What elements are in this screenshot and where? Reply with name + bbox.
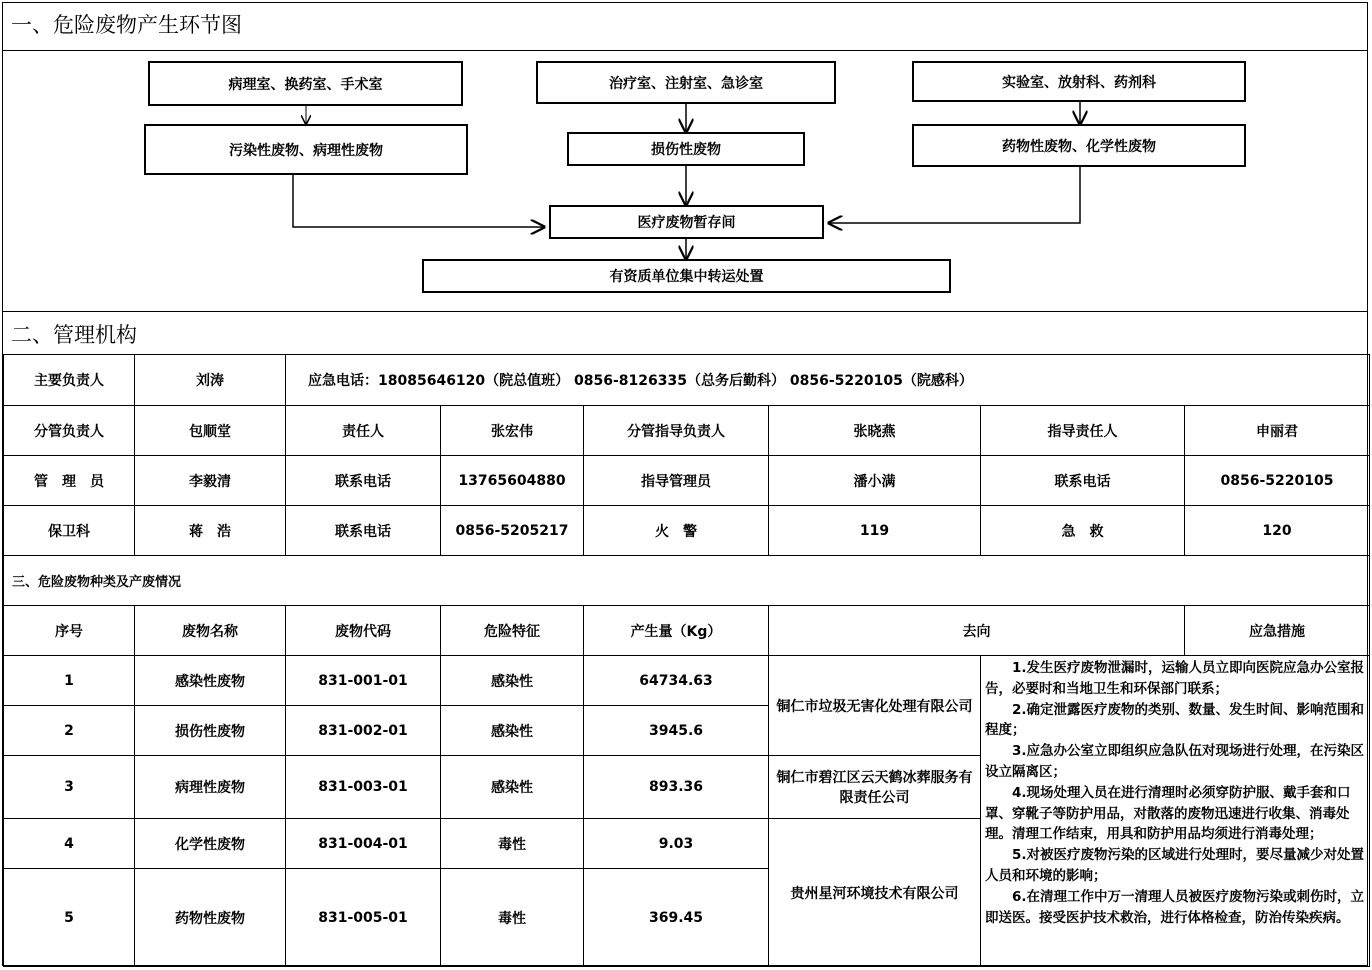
header-cell: 危险特征 <box>441 606 584 656</box>
cell-feature: 感染性 <box>441 706 584 756</box>
emergency-phones: 应急电话：18085646120（院总值班） 0856-8126335（总务后勤科） 0856-5220105（院感科） <box>286 355 1370 406</box>
cell: 119 <box>769 506 981 556</box>
section1-title: 一、危险废物产生环节图 <box>11 13 242 37</box>
header-cell: 序号 <box>4 606 135 656</box>
cell-feature: 感染性 <box>441 656 584 706</box>
cell-name: 化学性废物 <box>135 819 286 869</box>
cell-amount: 893.36 <box>584 756 769 819</box>
table-row <box>4 556 1370 606</box>
flow-disposal: 有资质单位集中转运处置 <box>422 259 951 293</box>
section3-title: 三、危险废物种类及产废情况 <box>4 556 1370 606</box>
cell: 李毅清 <box>135 456 286 506</box>
cell-label: 主要负责人 <box>4 355 135 406</box>
flow-source-pathology: 病理室、换药室、手术室 <box>148 61 463 106</box>
cell: 分管指导负责人 <box>584 406 769 456</box>
flow-waste-sharps: 损伤性废物 <box>567 132 805 166</box>
cell-no: 3 <box>4 756 135 819</box>
cell-no: 1 <box>4 656 135 706</box>
cell-amount: 369.45 <box>584 869 769 967</box>
table-row <box>4 456 1370 506</box>
cell: 分管负责人 <box>4 406 135 456</box>
flow-waste-chemical: 药物性废物、化学性废物 <box>912 124 1246 167</box>
cell: 管 理 员 <box>4 456 135 506</box>
cell: 保卫科 <box>4 506 135 556</box>
cell-code: 831-005-01 <box>286 869 441 967</box>
table-row <box>4 656 1370 706</box>
cell: 急 救 <box>981 506 1185 556</box>
cell-name: 损伤性废物 <box>135 706 286 756</box>
cell: 0856-5220105 <box>1185 456 1370 506</box>
table-row <box>4 355 1370 406</box>
cell-amount: 64734.63 <box>584 656 769 706</box>
cell: 13765604880 <box>441 456 584 506</box>
cell: 张宏伟 <box>441 406 584 456</box>
header-cell: 产生量（Kg） <box>584 606 769 656</box>
flow-source-treatment: 治疗室、注射室、急诊室 <box>536 61 836 104</box>
measure-item: 4.现场处理入员在进行清理时必须穿防护服、戴手套和口罩、穿靴子等防护用品，对散落的废物迅速进行收集、消毒处理。清理工作结束，用具和防护用品均须进行消毒处理； <box>985 784 1351 843</box>
section2-title: 二、管理机构 <box>11 323 137 347</box>
cell-amount: 9.03 <box>584 819 769 869</box>
cell-destination: 贵州星河环境技术有限公司 <box>769 819 981 967</box>
cell-no: 4 <box>4 819 135 869</box>
cell-code: 831-002-01 <box>286 706 441 756</box>
management-table <box>3 354 1370 656</box>
measure-item: 5.对被医疗废物污染的区域进行处理时，要尽量减少对处置人员和环境的影响； <box>985 847 1365 884</box>
measure-item: 6.在清理工作中万一清理人员被医疗废物污染或刺伤时，立即送医。接受医护技术救治，进行体格检查，防治传染疾病。 <box>985 888 1365 926</box>
cell-feature: 毒性 <box>441 869 584 967</box>
header-cell: 去向 <box>769 606 1185 656</box>
cell: 0856-5205217 <box>441 506 584 556</box>
header-cell: 废物代码 <box>286 606 441 656</box>
measure-item: 3.应急办公室立即组织应急队伍对现场进行处理，在污染区设立隔离区； <box>985 743 1365 780</box>
cell-name: 药物性废物 <box>135 869 286 967</box>
cell-destination: 铜仁市垃圾无害化处理有限公司 <box>769 656 981 756</box>
measure-item: 1.发生医疗废物泄漏时，运输人员立即向医院应急办公室报告，必要时和当地卫生和环保部门联系； <box>985 660 1365 697</box>
cell-name: 刘涛 <box>135 355 286 406</box>
waste-table <box>3 655 1370 967</box>
cell-destination: 铜仁市碧江区云天鹤冰葬服务有限责任公司 <box>769 756 981 819</box>
flow-waste-infectious: 污染性废物、病理性废物 <box>144 124 468 175</box>
cell: 联系电话 <box>981 456 1185 506</box>
cell: 联系电话 <box>286 506 441 556</box>
cell: 申丽君 <box>1185 406 1370 456</box>
table-row <box>4 506 1370 556</box>
measure-item: 2.确定泄露医疗废物的类别、数量、发生时间、影响范围和程度； <box>985 701 1365 739</box>
header-cell: 应急措施 <box>1185 606 1370 656</box>
cell: 120 <box>1185 506 1370 556</box>
cell-feature: 毒性 <box>441 819 584 869</box>
cell: 指导管理员 <box>584 456 769 506</box>
cell: 蒋 浩 <box>135 506 286 556</box>
emergency-measures <box>981 656 1370 967</box>
cell-feature: 感染性 <box>441 756 584 819</box>
cell-name: 感染性废物 <box>135 656 286 706</box>
cell-name: 病理性废物 <box>135 756 286 819</box>
cell: 张晓燕 <box>769 406 981 456</box>
divider <box>3 311 1367 312</box>
cell-no: 2 <box>4 706 135 756</box>
cell: 责任人 <box>286 406 441 456</box>
cell-amount: 3945.6 <box>584 706 769 756</box>
cell: 火 警 <box>584 506 769 556</box>
cell-code: 831-003-01 <box>286 756 441 819</box>
cell-code: 831-004-01 <box>286 819 441 869</box>
flow-source-lab: 实验室、放射科、药剂科 <box>912 61 1246 102</box>
flow-storage: 医疗废物暂存间 <box>549 205 824 239</box>
emergency-plan-sheet <box>2 2 1368 966</box>
table-row <box>4 406 1370 456</box>
cell: 联系电话 <box>286 456 441 506</box>
table-header-row <box>4 606 1370 656</box>
cell-no: 5 <box>4 869 135 967</box>
cell-code: 831-001-01 <box>286 656 441 706</box>
cell: 潘小满 <box>769 456 981 506</box>
cell: 指导责任人 <box>981 406 1185 456</box>
cell: 包顺堂 <box>135 406 286 456</box>
header-cell: 废物名称 <box>135 606 286 656</box>
